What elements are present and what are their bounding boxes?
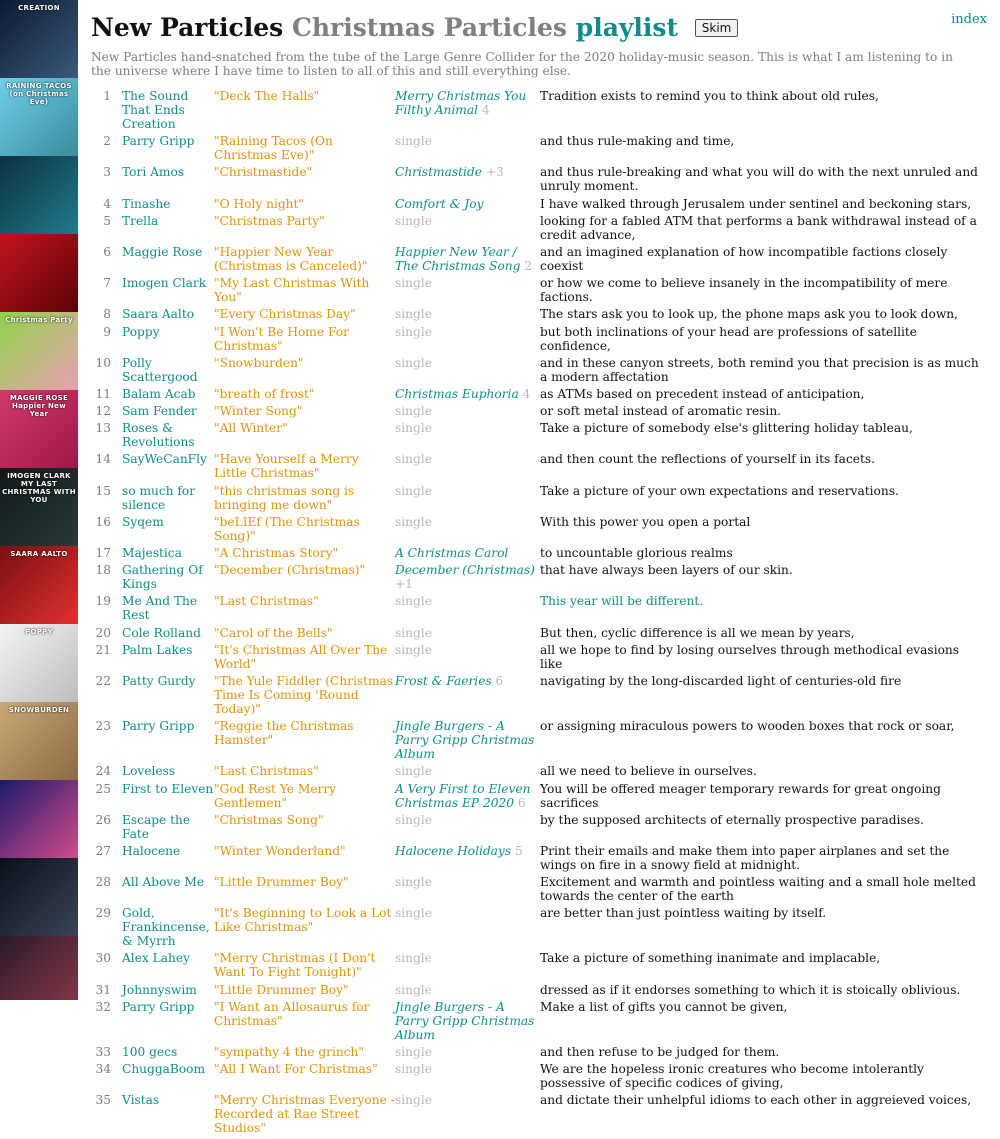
track-number: 7 — [103, 276, 111, 291]
track-album-link[interactable] — [395, 245, 540, 276]
page-title — [91, 12, 981, 44]
track-poem-line: Print their emails and make them into paper airplanes and set the wings on fire in a snowy field at midnight. — [540, 843, 950, 872]
track-artist-link[interactable]: Sam Fender — [122, 404, 197, 419]
track-song-link[interactable]: "Christmas Party" — [214, 213, 325, 228]
track-poem-line: With this power you open a portal — [540, 514, 751, 529]
track-song-link[interactable]: "A Christmas Story" — [214, 546, 339, 560]
track-number: 26 — [95, 812, 111, 827]
album-title: single — [395, 1093, 432, 1108]
album-title: single — [395, 483, 432, 498]
track-single-label — [395, 1093, 540, 1138]
track-poem-line: all we need to believe in ourselves. — [540, 764, 757, 779]
track-artist-link[interactable]: Maggie Rose — [122, 244, 203, 259]
track-single-label — [395, 214, 540, 245]
track-poem-line: or how we come to believe insanely in the incompatibility of mere factions. — [540, 276, 948, 305]
track-number: 18 — [95, 563, 111, 578]
track-row — [91, 1062, 981, 1093]
track-number: 22 — [95, 673, 111, 688]
track-poem-line: and then count the reflections of yourself in its facets. — [540, 452, 876, 467]
track-number: 34 — [95, 1062, 111, 1077]
track-song-link[interactable]: "this christmas song is bringing me down" — [214, 483, 355, 512]
track-song-link[interactable]: "Christmas Song" — [214, 812, 324, 827]
track-number: 12 — [95, 404, 111, 419]
track-artist-link[interactable]: Tori Amos — [122, 165, 185, 180]
track-artist-link[interactable]: Alex Lahey — [122, 951, 190, 966]
album-art-lettering: IMOGEN CLARK MY LAST CHRISTMAS WITH YOU — [2, 472, 76, 504]
track-row — [91, 404, 981, 421]
album-art-thumbnail[interactable] — [0, 468, 78, 546]
album-title: single — [395, 764, 432, 779]
track-song-link[interactable]: "Happier New Year (Christmas is Canceled)" — [214, 244, 368, 273]
track-row — [91, 484, 981, 515]
track-poem-line: are better than just pointless waiting by itself. — [540, 906, 827, 921]
album-art-lettering: MAGGIE ROSE Happier New Year — [9, 394, 69, 418]
track-poem-line: The stars ask you to look up, the phone maps ask you to look down, — [540, 307, 958, 322]
track-song-link[interactable]: "My Last Christmas With You" — [214, 276, 370, 305]
track-single-label — [395, 421, 540, 452]
track-row — [91, 626, 981, 643]
album-art-thumbnail[interactable] — [0, 858, 78, 936]
track-song-link[interactable]: "Every Christmas Day" — [214, 307, 356, 322]
skim-button[interactable]: Skim — [695, 19, 739, 37]
track-artist-link[interactable]: Halocene — [122, 843, 181, 858]
track-single-label — [395, 594, 540, 625]
track-number: 28 — [95, 875, 111, 890]
track-artist-link[interactable]: Imogen Clark — [122, 276, 207, 291]
track-song-link[interactable]: "Merry Christmas Everyone - Recorded at Rae Street Studios" — [214, 1093, 395, 1136]
track-song-link[interactable]: "December (Christmas)" — [214, 563, 366, 578]
track-artist-link[interactable]: ChuggaBoom — [122, 1062, 206, 1077]
track-row — [91, 307, 981, 324]
track-number: 3 — [103, 165, 111, 180]
track-artist-link[interactable]: Roses & Revolutions — [122, 421, 195, 450]
track-number: 19 — [95, 594, 111, 609]
track-poem-line: and thus rule-breaking and what you will do with the next unruled and unruly moment. — [540, 165, 978, 194]
track-song-link[interactable]: "It's Beginning to Look a Lot Like Christmas" — [214, 906, 392, 935]
track-poem-line: all we hope to find by losing ourselves through methodical evasions like — [540, 642, 960, 671]
album-track-count: 5 — [514, 843, 523, 858]
track-artist-link[interactable]: SayWeCanFly — [122, 452, 207, 467]
track-album-link[interactable] — [395, 782, 540, 813]
track-song-link[interactable]: "All Winter" — [214, 421, 288, 436]
track-row — [91, 546, 981, 563]
track-single-label — [395, 452, 540, 483]
track-row — [91, 356, 981, 387]
track-album-link[interactable] — [395, 387, 540, 404]
track-row — [91, 165, 981, 196]
track-row — [91, 764, 981, 781]
track-poem-line: We are the hopeless ironic creatures who become intolerantly possessive of specific codices of giving, — [540, 1062, 924, 1091]
track-row — [91, 1045, 981, 1062]
album-art-thumbnail[interactable] — [0, 624, 78, 702]
album-title: single — [395, 906, 432, 921]
album-art-thumbnail[interactable] — [0, 780, 78, 858]
track-number: 11 — [95, 386, 111, 401]
album-track-count: +3 — [485, 165, 504, 180]
track-poem-line: Take a picture of your own expectations and reservations. — [540, 483, 899, 498]
track-poem-line: But then, cyclic difference is all we mean by years, — [540, 625, 855, 640]
album-title: single — [395, 812, 432, 827]
album-title[interactable]: Comfort & Joy — [395, 196, 484, 211]
album-title: single — [395, 276, 432, 291]
album-title: single — [395, 514, 432, 529]
track-album-link[interactable] — [395, 719, 540, 764]
album-title: single — [395, 213, 432, 228]
album-title: single — [395, 452, 432, 467]
album-track-count: +1 — [395, 577, 413, 592]
album-track-count: 2 — [524, 258, 533, 273]
track-number: 15 — [95, 483, 111, 498]
track-poem-line: I have walked through Jerusalem under sentinel and beckoning stars, — [540, 196, 972, 211]
track-row — [91, 813, 981, 844]
track-song-link[interactable]: "Winter Song" — [214, 404, 303, 419]
track-album-link[interactable] — [395, 1000, 540, 1045]
track-single-label — [395, 764, 540, 781]
track-artist-link[interactable]: All Above Me — [122, 875, 205, 890]
track-number: 1 — [103, 89, 111, 103]
track-artist-link[interactable]: Tinashe — [122, 196, 171, 211]
track-artist-link[interactable]: Syqem — [122, 514, 164, 529]
track-artist-link[interactable]: Johnnyswim — [122, 982, 197, 997]
track-row — [91, 643, 981, 674]
track-single-label — [395, 983, 540, 1000]
album-art-column — [0, 0, 78, 1000]
album-art-lettering: CREATION — [18, 4, 60, 12]
track-number: 27 — [95, 843, 111, 858]
track-album-link[interactable] — [395, 197, 540, 214]
track-artist-link[interactable]: Majestica — [122, 546, 182, 560]
track-album-link[interactable] — [395, 89, 540, 134]
track-song-link[interactable]: "Christmastide" — [214, 165, 313, 180]
track-song-link[interactable]: "Have Yourself a Merry Little Christmas" — [214, 452, 359, 481]
album-title: single — [395, 404, 432, 419]
track-song-link[interactable]: "Merry Christmas (I Don't Want To Fight Tonight)" — [214, 951, 376, 980]
track-poem-line: navigating by the long-discarded light of centuries-old fire — [540, 673, 902, 688]
track-album-link[interactable] — [395, 546, 540, 563]
track-artist-link[interactable]: The Sound That Ends Creation — [122, 89, 189, 131]
track-song-link[interactable]: "I Won't Be Home For Christmas" — [214, 324, 349, 353]
album-title: single — [395, 642, 432, 657]
title-playlist: playlist — [575, 13, 679, 42]
track-single-label — [395, 404, 540, 421]
track-row — [91, 214, 981, 245]
track-artist-link[interactable]: so much for silence — [122, 483, 196, 512]
track-poem-line: by the supposed architects of eternally prospective paradises. — [540, 812, 925, 827]
track-row — [91, 983, 981, 1000]
track-artist-link[interactable]: Loveless — [122, 764, 176, 779]
track-single-label — [395, 484, 540, 515]
track-number: 35 — [95, 1093, 111, 1108]
track-single-label — [395, 325, 540, 356]
track-album-link[interactable] — [395, 563, 540, 594]
album-track-count: 4 — [481, 103, 490, 117]
track-number: 31 — [95, 982, 111, 997]
track-row — [91, 674, 981, 719]
track-song-link[interactable]: "beLIEf (The Christmas Song)" — [214, 514, 360, 543]
track-song-link[interactable]: "Deck The Halls" — [214, 89, 320, 103]
track-row — [91, 782, 981, 813]
track-artist-link[interactable]: Balam Acab — [122, 386, 196, 401]
track-single-label — [395, 951, 540, 982]
track-number: 4 — [103, 196, 111, 211]
track-poem-line: This year will be different. — [540, 594, 704, 609]
track-artist-link[interactable]: Polly Scattergood — [122, 355, 198, 384]
album-title: single — [395, 1062, 432, 1077]
track-row — [91, 563, 981, 594]
track-poem-line: Take a picture of something inanimate and implacable, — [540, 951, 881, 966]
track-row — [91, 1000, 981, 1045]
album-title[interactable]: Jingle Burgers - A Parry Gripp Christmas Album — [395, 999, 535, 1042]
track-artist-link[interactable]: Parry Gripp — [122, 999, 195, 1014]
album-art-thumbnail[interactable] — [0, 78, 78, 156]
track-artist-link[interactable]: Patty Gurdy — [122, 673, 196, 688]
track-row — [91, 719, 981, 764]
track-artist-link[interactable]: Parry Gripp — [122, 719, 195, 734]
track-number: 6 — [103, 244, 111, 259]
track-poem-line: as ATMs based on precedent instead of anticipation, — [540, 386, 865, 401]
title-christmas-particles: Christmas Particles — [291, 13, 567, 42]
track-album-link[interactable] — [395, 674, 540, 719]
main-content — [91, 0, 981, 1139]
track-row — [91, 452, 981, 483]
track-song-link[interactable]: "It's Christmas All Over The World" — [214, 642, 388, 671]
track-poem-line: and an imagined explanation of how incompatible factions closely coexist — [540, 244, 948, 273]
album-track-count: 4 — [522, 386, 531, 401]
track-single-label — [395, 515, 540, 546]
track-poem-line: Excitement and warmth and pointless waiting and a small hole melted towards the center of the earth — [540, 875, 976, 904]
track-song-link[interactable]: "Little Drummer Boy" — [214, 982, 349, 997]
album-art-thumbnail[interactable] — [0, 390, 78, 468]
album-title: single — [395, 421, 432, 436]
track-single-label — [395, 307, 540, 324]
album-title: single — [395, 625, 432, 640]
album-track-count: 6 — [517, 795, 526, 810]
track-number: 32 — [95, 999, 111, 1014]
track-artist-link[interactable]: Escape the Fate — [122, 812, 191, 841]
track-poem-line: and thus rule-making and time, — [540, 134, 735, 149]
track-song-link[interactable]: "I Want an Allosaurus for Christmas" — [214, 999, 370, 1028]
track-number: 33 — [95, 1045, 111, 1059]
track-song-link[interactable]: "All I Want For Christmas" — [214, 1062, 378, 1077]
track-artist-link[interactable]: Gold, Frankincense, & Myrrh — [122, 906, 210, 949]
track-row — [91, 844, 981, 875]
album-title[interactable]: Jingle Burgers - A Parry Gripp Christmas Album — [395, 719, 535, 762]
track-number: 17 — [95, 546, 111, 560]
track-number: 13 — [95, 421, 111, 436]
track-row — [91, 197, 981, 214]
track-poem-line: or soft metal instead of aromatic resin. — [540, 404, 782, 419]
track-single-label — [395, 276, 540, 307]
track-number: 24 — [95, 764, 111, 779]
track-album-link[interactable] — [395, 165, 540, 196]
track-song-link[interactable]: "sympathy 4 the grinch" — [214, 1045, 364, 1059]
album-title[interactable]: December (Christmas) — [395, 563, 535, 578]
track-song-link[interactable]: "O Holy night" — [214, 196, 304, 211]
playlist-table — [91, 89, 981, 1139]
track-song-link[interactable]: "Little Drummer Boy" — [214, 875, 349, 890]
track-song-link[interactable]: "Snowburden" — [214, 355, 304, 370]
track-artist-link[interactable]: Parry Gripp — [122, 134, 195, 149]
track-single-label — [395, 1045, 540, 1062]
track-row — [91, 875, 981, 906]
track-number: 10 — [95, 355, 111, 370]
page-description: New Particles hand-snatched from the tube of the Large Genre Collider for the 2020 holiday-music season. This is what I am listening to in the universe where I have time to listen to all of this and still everything else. — [91, 50, 954, 78]
track-row — [91, 421, 981, 452]
track-single-label — [395, 813, 540, 844]
track-song-link[interactable]: "Carol of the Bells" — [214, 625, 333, 640]
track-artist-link[interactable]: Cole Rolland — [122, 625, 201, 640]
track-song-link[interactable]: "Winter Wonderland" — [214, 843, 346, 858]
track-number: 21 — [95, 642, 111, 657]
track-artist-link[interactable]: Saara Aalto — [122, 307, 195, 322]
track-single-label — [395, 643, 540, 674]
album-title: single — [395, 875, 432, 890]
track-song-link[interactable]: "Last Christmas" — [214, 594, 319, 609]
track-poem-line: and then refuse to be judged for them. — [540, 1045, 780, 1059]
album-title: single — [395, 324, 432, 339]
album-track-count: 6 — [495, 673, 504, 688]
track-number: 25 — [95, 781, 111, 796]
track-number: 29 — [95, 906, 111, 921]
track-artist-link[interactable]: Poppy — [122, 324, 160, 339]
track-row — [91, 387, 981, 404]
album-art-thumbnail[interactable] — [0, 936, 78, 1000]
track-row — [91, 906, 981, 951]
album-title[interactable]: Christmas Euphoria — [395, 386, 519, 401]
track-row — [91, 89, 981, 134]
track-poem-line: Tradition exists to remind you to think about old rules, — [540, 89, 879, 103]
track-artist-link[interactable]: First to Eleven — [122, 781, 214, 796]
album-title: single — [395, 355, 432, 370]
album-art-thumbnail[interactable] — [0, 702, 78, 780]
track-artist-link[interactable]: Vistas — [122, 1093, 160, 1108]
track-number: 5 — [103, 213, 111, 228]
track-single-label — [395, 906, 540, 951]
track-single-label — [395, 875, 540, 906]
track-single-label — [395, 356, 540, 387]
album-art-thumbnail[interactable] — [0, 546, 78, 624]
track-row — [91, 515, 981, 546]
track-artist-link[interactable]: Gathering Of Kings — [122, 563, 203, 592]
track-album-link[interactable] — [395, 844, 540, 875]
track-single-label — [395, 626, 540, 643]
track-row — [91, 594, 981, 625]
album-title: single — [395, 951, 432, 966]
track-poem-line: You will be offered meager temporary rewards for great ongoing sacrifices — [540, 781, 941, 810]
track-poem-line: and dictate their unhelpful idioms to each other in aggreieved voices, — [540, 1093, 972, 1108]
track-single-label — [395, 1062, 540, 1093]
track-number: 14 — [95, 452, 111, 467]
album-title: single — [395, 307, 432, 322]
track-artist-link[interactable]: Trella — [122, 213, 159, 228]
track-number: 23 — [95, 719, 111, 734]
track-row — [91, 276, 981, 307]
index-link[interactable]: index — [951, 12, 987, 27]
track-number: 9 — [103, 324, 111, 339]
track-poem-line: dressed as if it endorses something to which it is stoically oblivious. — [540, 982, 961, 997]
track-song-link[interactable]: "breath of frost" — [214, 386, 315, 401]
track-poem-line: Take a picture of somebody else's glittering holiday tableau, — [540, 421, 913, 436]
album-title[interactable]: Merry Christmas You Filthy Animal — [395, 89, 527, 117]
track-row — [91, 951, 981, 982]
track-poem-line: and in these canyon streets, both remind you that precision is as much a modern affectation — [540, 355, 979, 384]
track-number: 20 — [95, 625, 111, 640]
track-poem-line: that have always been layers of our skin. — [540, 563, 793, 578]
album-art-thumbnail[interactable] — [0, 234, 78, 312]
track-song-link[interactable]: "The Yule Fiddler (Christmas Time Is Coming 'Round Today)" — [214, 673, 394, 716]
album-title: single — [395, 594, 432, 609]
track-row — [91, 245, 981, 276]
album-title: single — [395, 1045, 432, 1059]
album-art-lettering: SAARA AALTO — [10, 550, 68, 558]
track-poem-line: looking for a fabled ATM that performs a bank withdrawal instead of a credit advance, — [540, 213, 977, 242]
album-title: single — [395, 134, 432, 149]
track-number: 30 — [95, 951, 111, 966]
album-title[interactable]: A Christmas Carol — [395, 546, 509, 560]
track-number: 16 — [95, 514, 111, 529]
album-title[interactable]: A Very First to Eleven Christmas EP 2020 — [395, 781, 531, 810]
track-number: 2 — [103, 134, 111, 149]
track-song-link[interactable]: "Last Christmas" — [214, 764, 319, 779]
track-artist-link[interactable]: 100 gecs — [122, 1045, 178, 1059]
album-art-thumbnail[interactable] — [0, 156, 78, 234]
album-title[interactable]: Frost & Faeries — [395, 673, 492, 688]
album-art-lettering: RAINING TACOS (on Christmas Eve) — [6, 82, 72, 106]
track-row — [91, 134, 981, 165]
album-title[interactable]: Christmastide — [395, 165, 482, 180]
track-row — [91, 1093, 981, 1138]
track-artist-link[interactable]: Me And The Rest — [122, 594, 198, 623]
track-poem-line: or assigning miraculous powers to wooden boxes that rock or soar, — [540, 719, 955, 734]
track-poem-line: but both inclinations of your head are professions of satellite confidence, — [540, 324, 918, 353]
track-song-link[interactable]: "God Rest Ye Merry Gentlemen" — [214, 781, 337, 810]
track-poem-line: Make a list of gifts you cannot be given, — [540, 999, 788, 1014]
track-single-label — [395, 134, 540, 165]
track-song-link[interactable]: "Reggie the Christmas Hamster" — [214, 719, 354, 748]
album-art-thumbnail[interactable] — [0, 312, 78, 390]
title-new-particles: New Particles — [91, 13, 284, 42]
track-row — [91, 325, 981, 356]
album-art-lettering: POPPY — [25, 628, 53, 636]
track-song-link[interactable]: "Raining Tacos (On Christmas Eve)" — [214, 134, 333, 163]
track-number: 8 — [103, 307, 111, 322]
track-artist-link[interactable]: Palm Lakes — [122, 642, 193, 657]
album-title: single — [395, 982, 432, 997]
album-title[interactable]: Happier New Year / The Christmas Song — [395, 244, 521, 273]
album-art-lettering: Christmas Party — [5, 316, 73, 324]
album-title[interactable]: Halocene Holidays — [395, 843, 512, 858]
album-art-lettering: SNOWBURDEN — [8, 706, 70, 714]
album-art-thumbnail[interactable] — [0, 0, 78, 78]
track-poem-line: to uncountable glorious realms — [540, 546, 733, 560]
